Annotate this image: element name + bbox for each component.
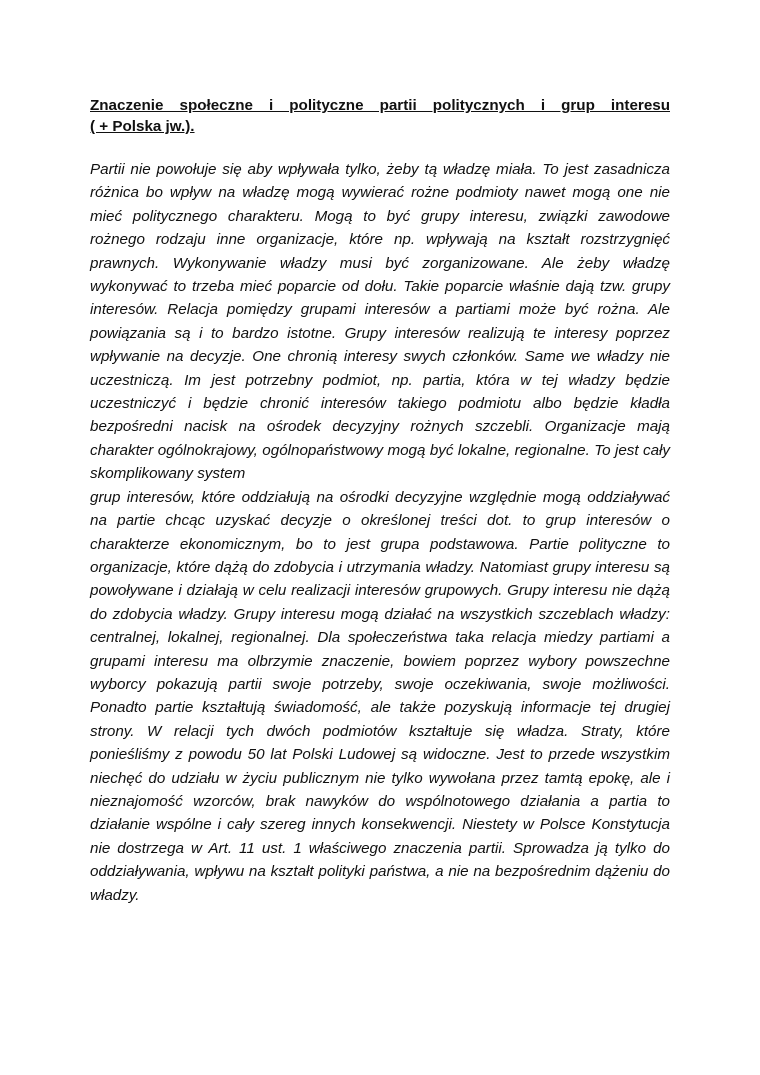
document-title bbox=[90, 95, 670, 137]
document-body bbox=[90, 158, 670, 907]
document-page bbox=[90, 95, 670, 907]
paragraph-2: grup interesów, które oddziałują na ośrodki decyzyjne względnie mogą oddziaływać na partie chcąc uzyskać decyzje o określonej treści dot. to grup interesów o charakterze ekonomicznym, bo to jest grupa podstawowa. Partie polityczne to organizacje, które dążą do zdobycia i utrzymania władzy. Natomiast grupy interesu są powoływane i działają w celu realizacji interesów grupowych. Grupy interesu nie dążą do zdobycia władzy. Grupy interesu mogą działać na wszystkich szczeblach władzy: centralnej, lokalnej, regionalnej. Dla społeczeństwa taka relacja miedzy partiami a grupami interesu ma olbrzymie znaczenie, bowiem poprzez wybory powszechne wyborcy pokazują partii swoje potrzeby, swoje oczekiwania, swoje możliwości. Ponadto partie kształtują świadomość, ale także pozyskują informacje tej drugiej strony. W relacji tych dwóch podmiotów kształtuje się władza. Straty, które ponieśliśmy z powodu 50 lat Polski Ludowej są widoczne. Jest to przede wszystkim niechęć do udziału w życiu publicznym nie tylko wywołana przez tamtą epokę, ale i nieznajomość wzorców, brak nawyków do wspólnotowego działania a partia to działanie wspólne i cały szereg innych konsekwencji. Niestety w Polsce Konstytucja nie dostrzega w Art. 11 ust. 1 właściwego znaczenia partii. Sprowadza ją tylko do oddziaływania, wpływu na kształt polityki państwa, a nie na bezpośrednim dążeniu do władzy. bbox=[90, 488, 670, 904]
document-title-line-1: Znaczenie społeczne i polityczne partii politycznych i grup interesu bbox=[90, 97, 670, 114]
paragraph-1: Partii nie powołuje się aby wpływała tylko, żeby tą władzę miała. To jest zasadnicza różnica bo wpływ na władzę mogą wywierać rożne podmioty nawet mogą one nie mieć politycznego charakteru. Mogą to być grupy interesu, związki zawodowe rożnego rodzaju inne organizacje, które np. wpływają na kształt rozstrzygnięć prawnych. Wykonywanie władzy musi być zorganizowane. Ale żeby władzę wykonywać to trzeba mieć poparcie od dołu. Takie poparcie właśnie dają tzw. grupy interesów. Relacja pomiędzy grupami interesów a partiami może być rożna. Ale powiązania są i to bardzo istotne. Grupy interesów realizują te interesy poprzez wpływanie na decyzje. One chronią interesy swych członków. Same we władzy nie uczestniczą. Im jest potrzebny podmiot, np. partia, która w tej władzy będzie uczestniczyć i będzie chronić interesów takiego podmiotu albo będzie kładła bezpośredni nacisk na ośrodek decyzyjny rożnych szczebli. Organizacje mają charakter ogólnokrajowy, ogólnopaństwowy mogą być lokalne, regionalne. To jest cały skomplikowany system bbox=[90, 161, 670, 483]
document-title-line-2: ( + Polska jw.). bbox=[90, 118, 195, 135]
